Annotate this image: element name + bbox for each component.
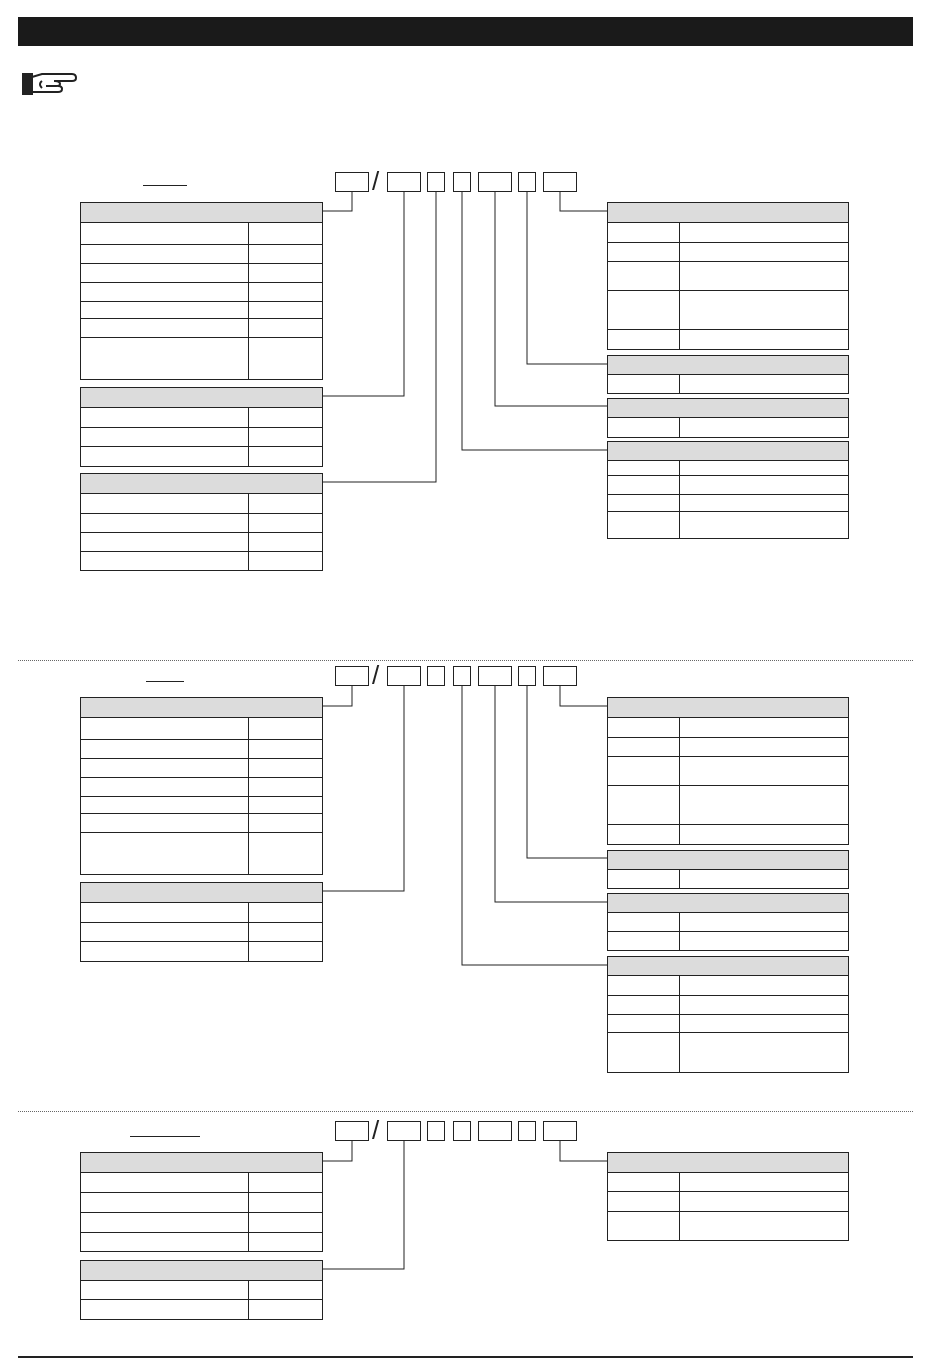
code-separator: /: [372, 660, 380, 690]
code-separator: /: [372, 1115, 380, 1145]
code-separator: /: [372, 166, 380, 196]
